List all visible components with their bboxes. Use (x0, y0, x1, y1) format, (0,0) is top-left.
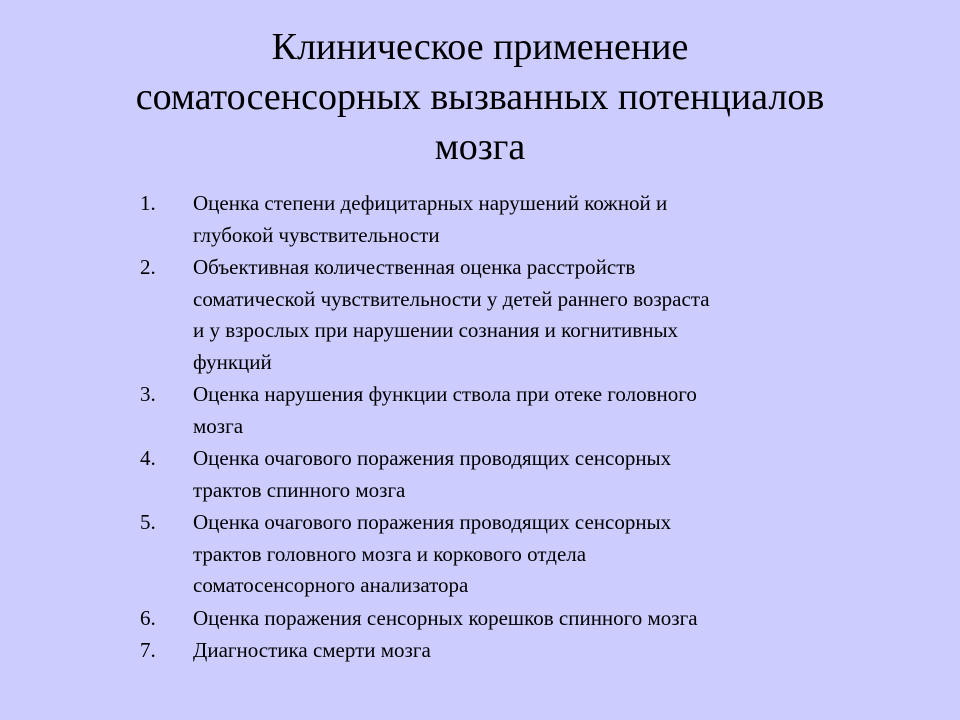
list-item-line: и у взрослых при нарушении сознания и когнитивных (193, 318, 679, 342)
list-item-number: 2. (140, 255, 156, 279)
list-item-number: 4. (140, 446, 156, 470)
list-item-text (193, 379, 880, 442)
list-item-line: трактов головного мозга и коркового отдела (193, 541, 587, 566)
list-item-line: Оценка поражения сенсорных корешков спинного мозга (193, 605, 698, 630)
list-item-text (193, 188, 880, 251)
list-item-number: 7. (140, 638, 156, 662)
list-item-line: Объективная количественная оценка расстройств (193, 255, 636, 279)
list-item-line: трактов спинного мозга (193, 477, 406, 502)
list-item-line: функций (193, 349, 272, 374)
list-item-line: Оценка степени дефицитарных нарушений кожной и (193, 191, 668, 215)
list-item (140, 443, 880, 506)
list-item-line: мозга (193, 413, 244, 438)
list-item-line: Оценка очагового поражения проводящих сенсорных (193, 510, 672, 534)
title-line: Клиническое применение (271, 26, 689, 68)
list-item-text (193, 507, 880, 602)
list-item-number: 6. (140, 605, 156, 630)
list-item (140, 188, 880, 251)
slide-title (60, 22, 900, 172)
list-item (140, 379, 880, 442)
title-line: соматосенсорных вызванных потенциалов (135, 76, 825, 118)
list-item-number: 3. (140, 382, 156, 406)
list-item-line: Оценка очагового поражения проводящих сенсорных (193, 446, 672, 470)
list-item-text (193, 443, 880, 506)
list-item (140, 252, 880, 378)
numbered-list (140, 188, 880, 668)
list-item-number: 1. (140, 191, 156, 215)
list-item-line: глубокой чувствительности (193, 222, 440, 247)
list-item-text (193, 635, 880, 667)
list-item-line: Диагностика смерти мозга (193, 638, 431, 662)
list-item (140, 603, 880, 635)
list-item-line: соматосенсорного анализатора (193, 573, 469, 597)
list-item-text (193, 603, 880, 635)
list-item-line: соматической чувствительности у детей раннего возраста (193, 286, 710, 311)
title-line: мозга (434, 126, 526, 168)
list-item-line: Оценка нарушения функции ствола при отеке головного (193, 382, 697, 406)
list-item-number: 5. (140, 510, 156, 534)
list-item (140, 635, 880, 667)
list-item-text (193, 252, 880, 378)
list-item (140, 507, 880, 602)
